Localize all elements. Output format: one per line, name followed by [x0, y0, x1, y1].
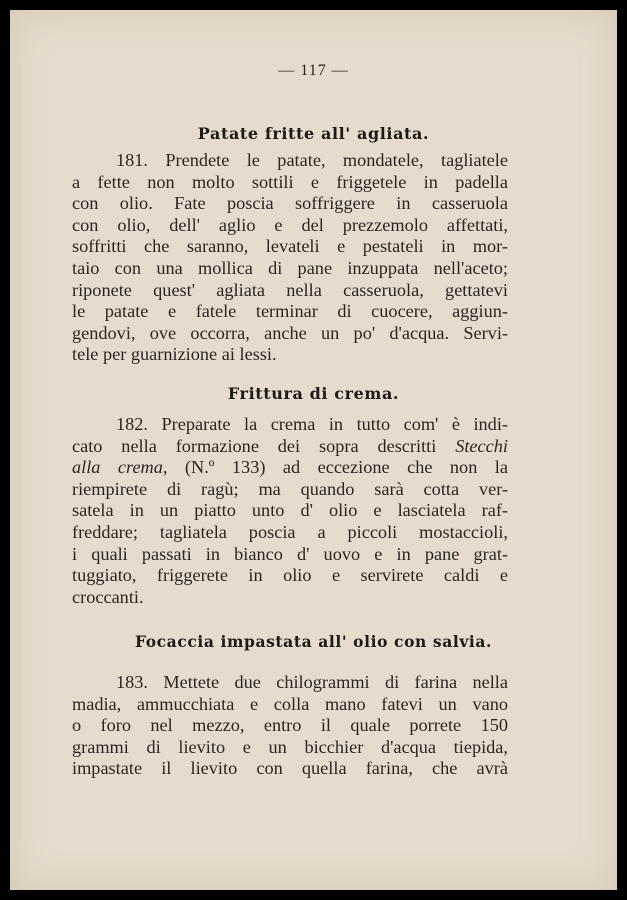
text-line: satela in un piatto unto d' olio e lasciatela raf-: [72, 500, 508, 521]
book-page: [10, 10, 617, 890]
text-line: i quali passati in bianco d' uovo e in pane grat-: [72, 543, 508, 564]
italic-reference: alla crema: [72, 457, 163, 478]
italic-reference: Stecchi: [455, 435, 508, 456]
text-line: alla crema, (N.º 133) ad eccezione che non la: [72, 457, 508, 478]
recipe-paragraph: [72, 672, 508, 780]
text-line: soffritti che saranno, levateli e pestateli in mor-: [72, 236, 508, 257]
text-line: a fette non molto sottili e friggetele in padella: [72, 171, 508, 192]
recipe-title: Focaccia impastata all' olio con salvia.: [134, 632, 493, 651]
text-line: 182. Preparate la crema in tutto com' è indi-: [116, 414, 508, 434]
text-line: riempirete di ragù; ma quando sarà cotta ver-: [72, 478, 508, 499]
text-line: riponete quest' agliata nella casseruola, gettatevi: [72, 279, 508, 300]
recipe-title: Frittura di crema.: [227, 384, 400, 403]
text-line: con olio, dell' aglio e del prezzemolo affettati,: [72, 214, 508, 235]
text-line: impastate il lievito con quella farina, che avrà: [72, 758, 508, 779]
text-line: cato nella formazione dei sopra descritti Stecchi: [72, 435, 508, 456]
text-line: croccanti.: [72, 586, 144, 607]
text-line: freddare; tagliatela poscia a piccoli mostaccioli,: [72, 521, 508, 542]
text-line: madia, ammucchiata e colla mano fatevi un vano: [72, 693, 508, 714]
recipe-paragraph: [72, 414, 508, 608]
text-line: con olio. Fate poscia soffriggere in casseruola: [72, 193, 508, 214]
text-line: 183. Mettete due chilogrammi di farina nella: [116, 672, 508, 692]
text-line: o foro nel mezzo, entro il quale porrete 150: [72, 715, 508, 736]
recipe-title: Patate fritte all' agliata.: [197, 124, 430, 143]
page-number: — 117 —: [278, 62, 349, 79]
text-line: le patate e fatele terminar di cuocere, aggiun-: [72, 301, 508, 322]
text-line: 181. Prendete le patate, mondatele, tagliatele: [116, 150, 508, 170]
text-line: taio con una mollica di pane inzuppata nell'aceto;: [72, 257, 508, 278]
text-line: grammi di lievito e un bicchier d'acqua tiepida,: [72, 736, 508, 757]
text-line: tuggiato, friggerete in olio e servirete caldi e: [72, 565, 508, 586]
text-line: tele per guarnizione ai lessi.: [72, 344, 277, 365]
recipe-paragraph: [72, 150, 508, 366]
text-line: gendovi, ove occorra, anche un po' d'acqua. Servi-: [72, 322, 508, 343]
